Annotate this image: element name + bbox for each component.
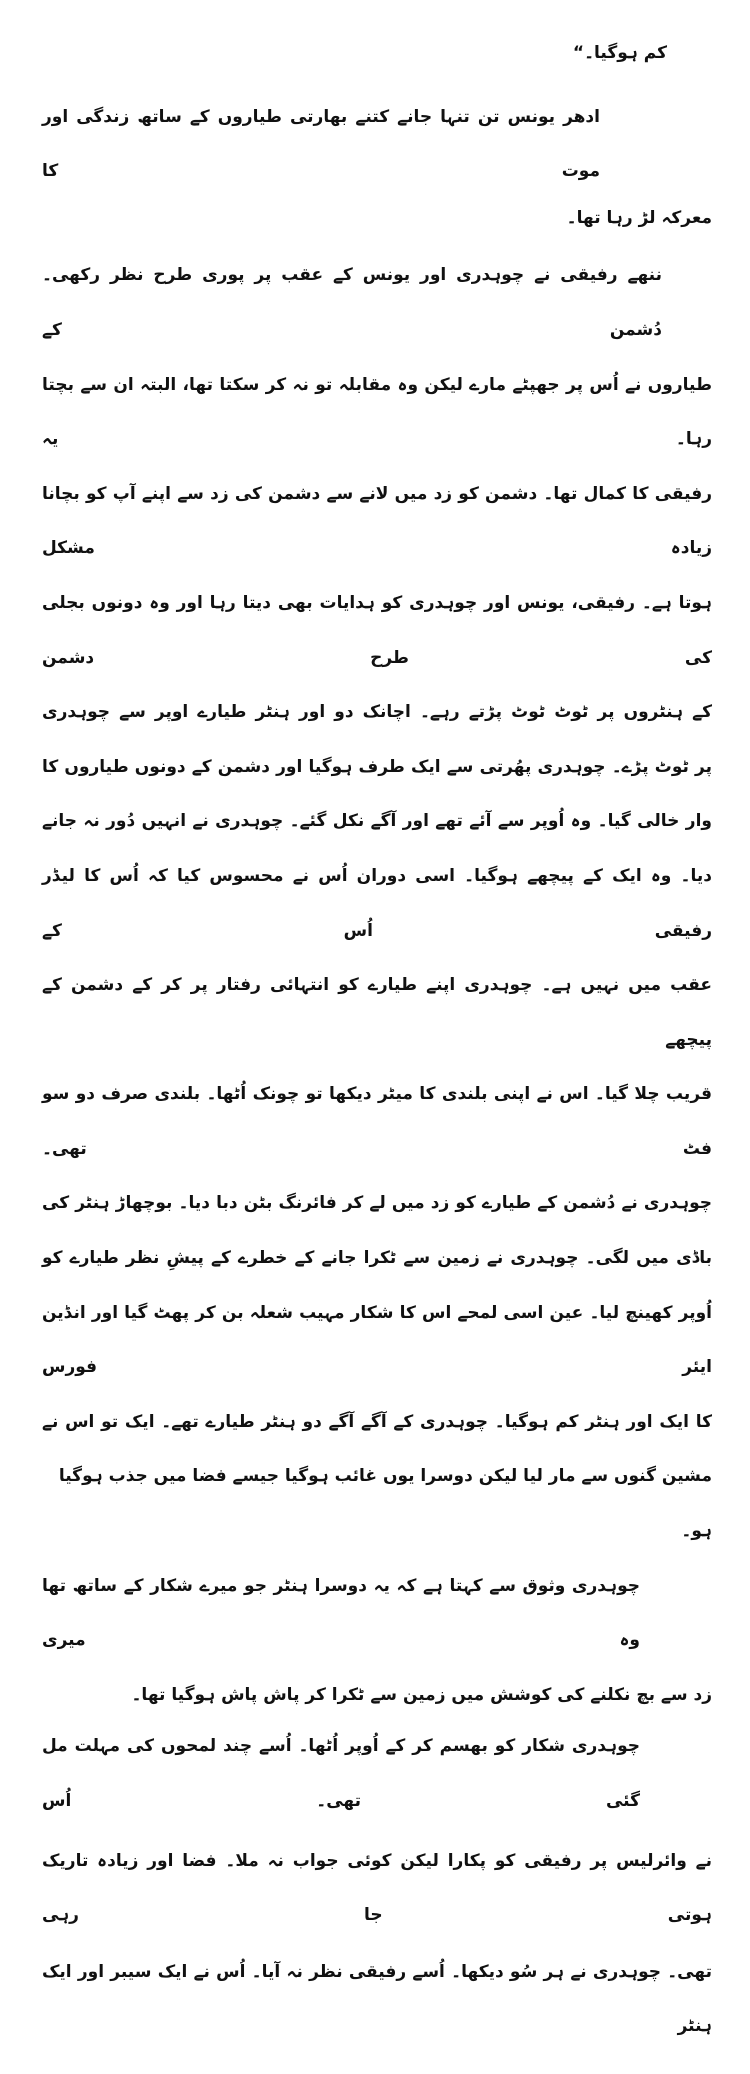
- text-line: تھی۔ چوہدری نے ہر سُو دیکھا۔ اُسے رفیقی نظر نہ آیا۔ اُس نے ایک سیبر اور ایک ہنٹر: [42, 1961, 712, 2037]
- text-line: عقب میں نہیں ہے۔ چوہدری اپنے طیارے کو انتہائی رفتار پر کر کے دشمن کے پیچھے: [42, 975, 712, 1050]
- text-line: طیاروں نے اُس پر جھپٹے مارے لیکن وہ مقابلہ تو نہ کر سکتا تھا، البتہ ان سے بچتا رہا۔ یہ: [42, 374, 712, 450]
- text-line: ہوتا ہے۔ رفیقی، یونس اور چوہدری کو ہدایات بھی دیتا رہا اور وہ دونوں بجلی کی طرح دشمن: [42, 592, 712, 668]
- text-line: چوہدری نے دُشمن کے طیارے کو زد میں لے کر فائرنگ بٹن دبا دیا۔ بوچھاڑ ہنٹر کی: [42, 1193, 712, 1214]
- text-line: کا ایک اور ہنٹر کم ہوگیا۔ چوہدری کے آگے آگے دو ہنٹر طیارے تھے۔ ایک تو اس نے: [42, 1411, 712, 1432]
- text-line: مشین گنوں سے مار لیا لیکن دوسرا یوں غائب ہوگیا جیسے فضا میں جذب ہوگیا ہو۔: [58, 1466, 712, 1542]
- text-line: اُوپر کھینچ لیا۔ عین اسی لمحے اس کا شکار مہیب شعلہ بن کر پھٹ گیا اور انڈین ایئر فورس: [42, 1302, 712, 1378]
- paragraph-start-line: چوہدری وثوق سے کہتا ہے کہ یہ دوسرا ہنٹر جو میرے شکار کے ساتھ تھا وہ میری: [42, 1575, 640, 1651]
- text-line: کم ہوگیا۔“: [572, 43, 667, 63]
- paragraph-start-line: ننھے رفیقی نے چوہدری اور یونس کے عقب پر پوری طرح نظر رکھی۔ دُشمن کے: [42, 265, 662, 340]
- text-line: کے ہنٹروں پر ٹوٹ ٹوٹ پڑتے رہے۔ اچانک دو اور ہنٹر طیارے اوپر سے چوہدری: [42, 702, 712, 723]
- text-line: پر ٹوٹ پڑے۔ چوہدری پھُرتی سے ایک طرف ہوگیا اور دشمن کے دونوں طیاروں کا: [42, 756, 712, 777]
- text-line: دیا۔ وہ ایک کے پیچھے ہوگیا۔ اسی دوران اُس نے محسوس کیا کہ اُس کا لیڈر رفیقی اُس کے: [42, 865, 712, 941]
- paragraph-start-line: چوہدری شکار کو بھسم کر کے اُوپر اُٹھا۔ اُسے چند لمحوں کی مہلت مل گئی تھی۔ اُس: [42, 1736, 640, 1811]
- text-line: رفیقی کا کمال تھا۔ دشمن کو زد میں لانے سے دشمن کی زد سے اپنے آپ کو بچانا زیادہ مشکل: [42, 483, 712, 559]
- text-line: معرکہ لڑ رہا تھا۔: [566, 207, 712, 228]
- paragraph-start-line: ادھر یونس تن تنہا جانے کتنے بھارتی طیاروں کے ساتھ زندگی اور موت کا: [42, 106, 600, 182]
- text-line: قریب چلا گیا۔ اس نے اپنی بلندی کا میٹر دیکھا تو چونک اُٹھا۔ بلندی صرف دو سو فٹ تھی۔: [42, 1084, 712, 1159]
- text-line: باڈی میں لگی۔ چوہدری نے زمین سے ٹکرا جانے کے خطرے کے پیشِ نظر طیارے کو: [42, 1248, 712, 1269]
- text-line: وار خالی گیا۔ وہ اُوپر سے آئے تھے اور آگے نکل گئے۔ چوہدری نے انہیں دُور نہ جانے: [42, 811, 712, 832]
- text-line: زد سے بچ نکلنے کی کوشش میں زمین سے ٹکرا کر پاش پاش ہوگیا تھا۔: [131, 1684, 712, 1705]
- text-line: نے وائرلیس پر رفیقی کو پکارا لیکن کوئی جواب نہ ملا۔ فضا اور زیادہ تاریک ہوتی جا رہی: [42, 1850, 712, 1926]
